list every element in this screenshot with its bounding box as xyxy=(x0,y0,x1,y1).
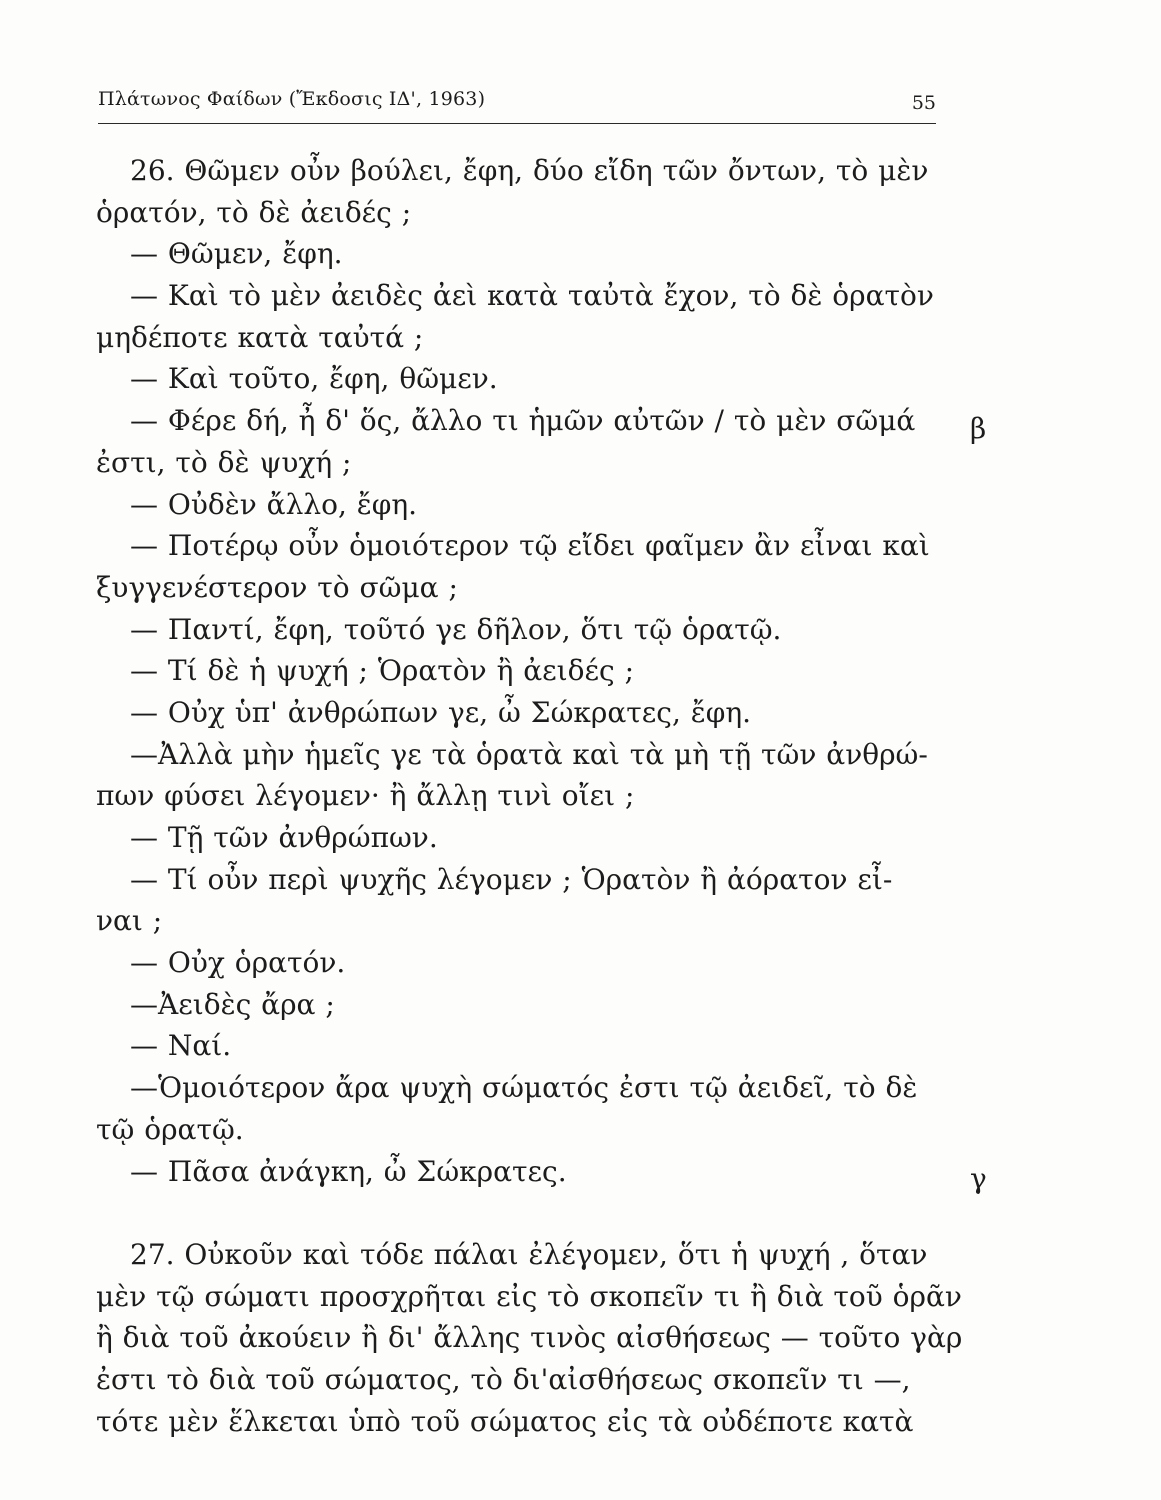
text-line xyxy=(96,358,946,400)
line-text: ἐστι, τὸ δὲ ψυχή ; xyxy=(96,445,352,479)
line-text: — Καὶ τὸ μὲν ἀειδὲς ἀεὶ κατὰ ταὐτὰ ἔχον, τὸ δὲ ὁρατὸν xyxy=(130,279,934,313)
text-line xyxy=(96,900,946,942)
line-text: ναι ; xyxy=(96,904,163,938)
line-text: ἢ διὰ τοῦ ἀκούειν ἢ δι' ἄλλης τινὸς αἰσθήσεως — τοῦτο γὰρ xyxy=(96,1321,963,1355)
line-text: — Τῇ τῶν ἀνθρώπων. xyxy=(130,821,438,854)
text-line xyxy=(96,400,946,442)
line-text: —Ἀειδὲς ἄρα ; xyxy=(130,987,335,1021)
text-line xyxy=(96,734,946,776)
text-line xyxy=(96,1067,946,1109)
text-line xyxy=(96,1401,946,1443)
text-line xyxy=(96,692,946,734)
line-text: — Καὶ τοῦτο, ἔφη, θῶμεν. xyxy=(130,362,498,396)
line-text: — Παντί, ἔφη, τοῦτό γε δῆλον, ὅτι τῷ ὁρατῷ. xyxy=(130,612,782,646)
line-text: μὲν τῷ σώματι προσχρῆται εἰς τὸ σκοπεῖν τι ἢ διὰ τοῦ ὁρᾶν xyxy=(96,1279,962,1313)
text-line xyxy=(96,442,946,484)
text-line xyxy=(96,150,946,192)
main-text xyxy=(96,150,963,1442)
text-line xyxy=(96,1025,946,1067)
text-line xyxy=(96,609,946,651)
line-text: — Τί οὖν περὶ ψυχῆς λέγομεν ; Ὁρατὸν ἢ ἀόρατον εἶ- xyxy=(130,862,893,896)
line-text: — Οὐχ ὁρατόν. xyxy=(130,946,346,980)
text-line xyxy=(96,942,946,984)
header-rule xyxy=(98,123,936,124)
text-line xyxy=(96,567,946,609)
line-text: — Θῶμεν, ἔφη. xyxy=(130,237,343,271)
line-text: — Οὐδὲν ἄλλο, ἔφη. xyxy=(130,487,418,521)
text-line xyxy=(96,984,946,1026)
text-line xyxy=(96,1359,946,1401)
line-text: τῷ ὁρατῷ. xyxy=(96,1112,244,1146)
text-line xyxy=(96,1317,963,1359)
line-text: —Ἀλλὰ μὴν ἡμεῖς γε τὰ ὁρατὰ καὶ τὰ μὴ τῇ τῶν ἀνθρώ- xyxy=(130,737,928,771)
line-text: 26. Θῶμεν οὖν βούλει, ἔφη, δύο εἴδη τῶν ὄντων, τὸ μὲν xyxy=(130,154,929,187)
margin-marker-gamma: γ xyxy=(970,1162,987,1195)
line-text: τότε μὲν ἕλκεται ὑπὸ τοῦ σώματος εἰς τὰ οὐδέποτε κατὰ xyxy=(96,1404,914,1438)
line-text: ξυγγενέστερον τὸ σῶμα ; xyxy=(96,570,458,604)
line-text: — Πᾶσα ἀνάγκη, ὦ Σώκρατες. xyxy=(130,1154,567,1188)
text-line xyxy=(96,650,946,692)
text-line xyxy=(96,1151,946,1193)
text-line xyxy=(96,233,946,275)
line-text: — Οὐχ ὑπ' ἀνθρώπων γε, ὦ Σώκρατες, ἔφη. xyxy=(130,695,752,729)
text-line xyxy=(96,1234,946,1276)
line-text: ἐστι τὸ διὰ τοῦ σώματος, τὸ δι'αἰσθήσεως σκοπεῖν τι —, xyxy=(96,1362,911,1396)
text-line xyxy=(96,817,946,859)
text-line xyxy=(96,1276,962,1318)
text-line xyxy=(96,275,946,317)
line-text: ὁρατόν, τὸ δὲ ἀειδές ; xyxy=(96,195,412,229)
margin-marker-beta: β xyxy=(970,412,987,445)
line-text: — Φέρε δή, ἦ δ' ὅς, ἄλλο τι ἡμῶν αὐτῶν / τὸ μὲν σῶμά xyxy=(130,404,916,438)
text-line xyxy=(96,317,946,359)
line-text: — Ποτέρῳ οὖν ὁμοιότερον τῷ εἴδει φαῖμεν ἂν εἶναι καὶ xyxy=(130,529,930,563)
text-line xyxy=(96,192,946,234)
text-line xyxy=(96,525,946,567)
text-line xyxy=(96,484,946,526)
page-number: 55 xyxy=(911,92,936,114)
text-line xyxy=(96,775,946,817)
text-line xyxy=(96,1192,946,1234)
text-line xyxy=(96,859,946,901)
line-text: 27. Οὐκοῦν καὶ τόδε πάλαι ἐλέγομεν, ὅτι ἡ ψυχή , ὅταν xyxy=(130,1237,928,1271)
line-text: μηδέποτε κατὰ ταὐτά ; xyxy=(96,320,424,354)
text-line xyxy=(96,1109,946,1151)
line-text: πων φύσει λέγομεν· ἢ ἄλλῃ τινὶ οἴει ; xyxy=(96,779,635,813)
line-text: — Τί δὲ ἡ ψυχή ; Ὁρατὸν ἢ ἀειδές ; xyxy=(130,654,635,688)
line-text: — Ναί. xyxy=(130,1029,232,1063)
running-header xyxy=(98,88,936,120)
line-text: —Ὁμοιότερον ἄρα ψυχὴ σώματός ἐστι τῷ ἀειδεῖ, τὸ δὲ xyxy=(130,1071,918,1105)
running-title: Πλάτωνος Φαίδων (Ἔκδοσις ΙΔ', 1963) xyxy=(98,88,486,110)
